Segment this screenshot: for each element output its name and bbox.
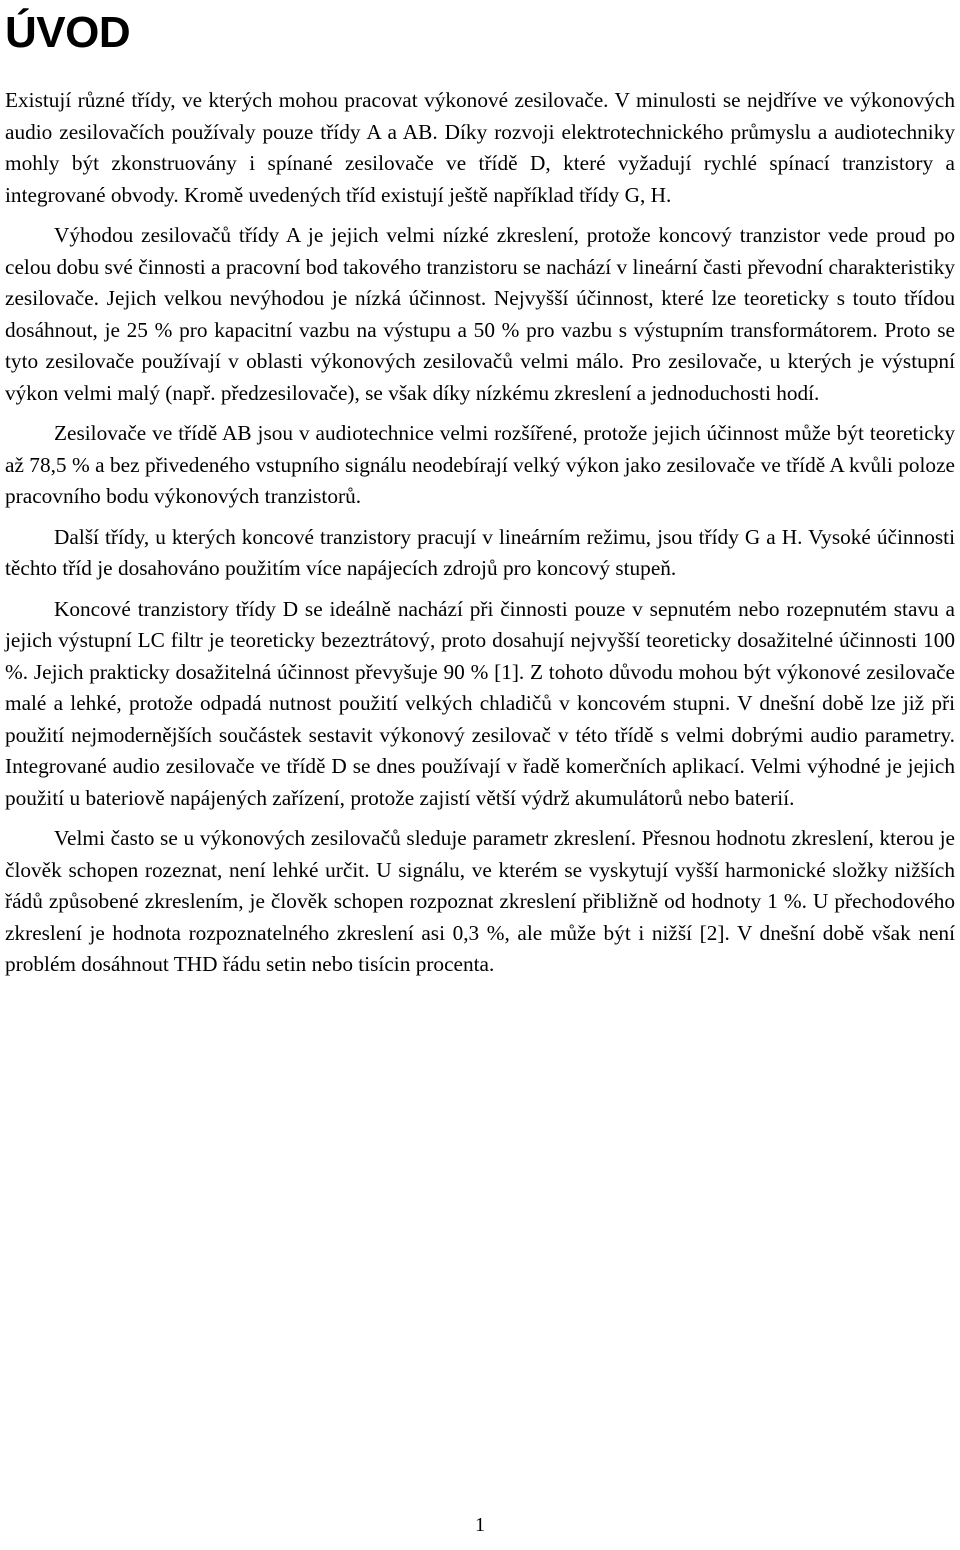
body-text <box>5 85 955 981</box>
document-page <box>5 0 955 981</box>
paragraph-intro: Existují různé třídy, ve kterých mohou pracovat výkonové zesilovače. V minulosti se nejdříve ve výkonových audio zesilovačích používaly pouze třídy A a AB. Díky rozvoji elektrotechnického průmyslu a audiotechniky mohly být zkonstruovány i spínané zesilovače ve třídě D, které vyžadují rychlé spínací tranzistory a integrované obvody. Kromě uvedených tříd existují ještě například třídy G, H. <box>5 88 955 207</box>
paragraph-class-a: Výhodou zesilovačů třídy A je jejich velmi nízké zkreslení, protože koncový tranzistor vede proud po celou dobu své činnosti a pracovní bod takového tranzistoru se nachází v lineární časti převodní charakteristiky zesilovače. Jejich velkou nevýhodou je nízká účinnost. Nejvyšší účinnost, které lze teoreticky s touto třídou dosáhnout, je 25 % pro kapacitní vazbu na výstupu a 50 % pro vazbu s výstupním transformátorem. Proto se tyto zesilovače používají v oblasti výkonových zesilovačů velmi málo. Pro zesilovače, u kterých je výstupní výkon velmi malý (např. předzesilovače), se však díky nízkému zkreslení a jednoduchosti hodí. <box>5 223 955 405</box>
paragraph-distortion: Velmi často se u výkonových zesilovačů sleduje parametr zkreslení. Přesnou hodnotu zkreslení, kterou je člověk schopen rozeznat, není lehké určit. U signálu, ve kterém se vyskytují vyšší harmonické složky nižších řádů způsobené zkreslením, je člověk schopen rozpoznat zkreslení přibližně od hodnoty 1 %. U přechodového zkreslení je hodnota rozpoznatelného zkreslení asi 0,3 %, ale může být i nižší [2]. V dnešní době však není problém dosáhnout THD řádu setin nebo tisícin procenta. <box>5 826 955 976</box>
section-heading: ÚVOD <box>5 8 131 57</box>
page-number: 1 <box>475 1514 485 1536</box>
paragraph-class-ab: Zesilovače ve třídě AB jsou v audiotechnice velmi rozšířené, protože jejich účinnost může být teoreticky až 78,5 % a bez přivedeného vstupního signálu neodebírají velký výkon jako zesilovače ve třídě A kvůli poloze pracovního bodu výkonových tranzistorů. <box>5 421 955 508</box>
paragraph-class-g-h: Další třídy, u kterých koncové tranzistory pracují v lineárním režimu, jsou třídy G a H. Vysoké účinnosti těchto tříd je dosahováno použitím více napájecích zdrojů pro koncový stupeň. <box>5 524 955 580</box>
paragraph-class-d: Koncové tranzistory třídy D se ideálně nachází při činnosti pouze v sepnutém nebo rozepnutém stavu a jejich výstupní LC filtr je teoreticky bezeztrátový, proto dosahují nejvyšší teoreticky dosažitelné účinnosti 100 %. Jejich prakticky dosažitelná účinnost převyšuje 90 % [1]. Z tohoto důvodu mohou být výkonové zesilovače malé a lehké, protože odpadá nutnost použití velkých chladičů v koncovém stupni. V dnešní době lze již při použití nejmodernějších součástek sestavit výkonový zesilovač v této třídě s velmi dobrými audio parametry. Integrované audio zesilovače ve třídě D se dnes používají v řadě komerčních aplikací. Velmi výhodné je jejich použití u bateriově napájených zařízení, protože zajistí větší výdrž akumulátorů nebo baterií. <box>5 596 955 810</box>
